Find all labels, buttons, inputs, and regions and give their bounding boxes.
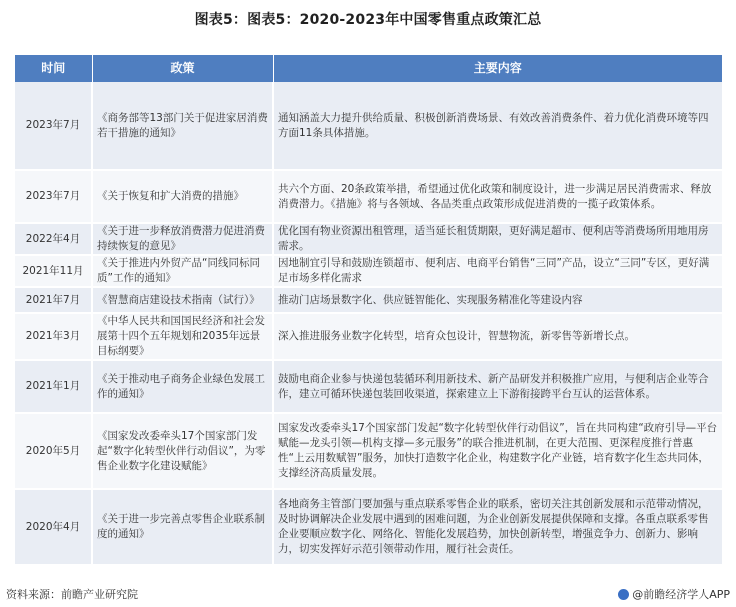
cell-policy: 《国家发改委牵头17个国家部门发起“数字化转型伙伴行动倡议”，为零售企业数字化建设赋能》 bbox=[92, 413, 273, 489]
header-time: 时间 bbox=[15, 55, 92, 82]
cell-time: 2021年11月 bbox=[15, 255, 92, 287]
cell-content: 通知涵盖大力提升供给质量、积极创新消费场景、有效改善消费条件、着力优化消费环境等四方面11条具体措施。 bbox=[273, 82, 722, 170]
cell-policy: 《关于恢复和扩大消费的措施》 bbox=[92, 170, 273, 223]
table-header-row bbox=[15, 55, 722, 82]
brand-logo-icon bbox=[618, 589, 629, 600]
cell-content: 鼓励电商企业参与快递包装循环利用新技术、新产品研发并积极推广应用，与便利店企业等合作，建立可循环快递包装回收渠道，探索建立上下游衔接跨平台互认的运营体系。 bbox=[273, 360, 722, 413]
cell-time: 2021年7月 bbox=[15, 287, 92, 313]
header-content: 主要内容 bbox=[273, 55, 722, 82]
cell-policy: 《中华人民共和国国民经济和社会发展第十四个五年规划和2035年远景目标纲要》 bbox=[92, 313, 273, 360]
cell-policy: 《智慧商店建设技术指南（试行）》 bbox=[92, 287, 273, 313]
table-row bbox=[15, 223, 722, 255]
table-row bbox=[15, 255, 722, 287]
cell-time: 2021年3月 bbox=[15, 313, 92, 360]
cell-content: 推动门店场景数字化、供应链智能化、实现服务精准化等建设内容 bbox=[273, 287, 722, 313]
table-row bbox=[15, 82, 722, 170]
cell-time: 2023年7月 bbox=[15, 82, 92, 170]
cell-policy: 《商务部等13部门关于促进家居消费若干措施的通知》 bbox=[92, 82, 273, 170]
cell-policy: 《关于进一步完善点零售企业联系制度的通知》 bbox=[92, 489, 273, 565]
cell-time: 2021年1月 bbox=[15, 360, 92, 413]
cell-content: 优化国有物业资源出租管理，适当延长租赁期限，更好满足超市、便利店等消费场所用地用房需求。 bbox=[273, 223, 722, 255]
table-row bbox=[15, 313, 722, 360]
cell-policy: 《关于进一步释放消费潜力促进消费持续恢复的意见》 bbox=[92, 223, 273, 255]
table-row bbox=[15, 170, 722, 223]
brand-label: @前瞻经济学人APP bbox=[632, 588, 730, 601]
table-row bbox=[15, 360, 722, 413]
source-note: 资料来源：前瞻产业研究院 bbox=[6, 588, 138, 601]
cell-content: 因地制宜引导和鼓励连锁超市、便利店、电商平台销售“三同”产品，设立“三同”专区，更好满足市场多样化需求 bbox=[273, 255, 722, 287]
cell-time: 2023年7月 bbox=[15, 170, 92, 223]
cell-policy: 《关于推进内外贸产品“同线同标同质”工作的通知》 bbox=[92, 255, 273, 287]
policy-table bbox=[15, 55, 722, 566]
cell-time: 2020年5月 bbox=[15, 413, 92, 489]
table-row bbox=[15, 287, 722, 313]
table-row bbox=[15, 413, 722, 489]
page-title: 图表5：图表5：2020-2023年中国零售重点政策汇总 bbox=[194, 12, 542, 28]
cell-content: 共六个方面、20条政策举措，希望通过优化政策和制度设计，进一步满足居民消费需求、释放消费潜力。《措施》将与各领域、各品类重点政策形成促进消费的一揽子政策体系。 bbox=[273, 170, 722, 223]
cell-content: 国家发改委牵头17个国家部门发起“数字化转型伙伴行动倡议”，旨在共同构建“政府引导—平台赋能—龙头引领—机构支撑—多元服务”的联合推进机制，在更大范围、更深程度推行普惠性“上云用数赋智”服务，加快打造数字化企业，构建数字化产业链，培育数字化生态共同体，支撑经济高质量发展。 bbox=[273, 413, 722, 489]
cell-time: 2020年4月 bbox=[15, 489, 92, 565]
table-row bbox=[15, 489, 722, 565]
header-policy: 政策 bbox=[92, 55, 273, 82]
cell-content: 深入推进服务业数字化转型，培育众包设计，智慧物流，新零售等新增长点。 bbox=[273, 313, 722, 360]
cell-time: 2022年4月 bbox=[15, 223, 92, 255]
cell-policy: 《关于推动电子商务企业绿色发展工作的通知》 bbox=[92, 360, 273, 413]
cell-content: 各地商务主管部门要加强与重点联系零售企业的联系，密切关注其创新发展和示范带动情况，及时协调解决企业发展中遇到的困难问题，为企业创新发展提供保障和支撑。各重点联系零售企业要顺应数字化、网络化、智能化发展趋势，加快创新转型，增强竞争力、创新力、影响力，切实发挥好示范引领带动作用，履行社会责任。 bbox=[273, 489, 722, 565]
brand-mark bbox=[618, 586, 730, 602]
